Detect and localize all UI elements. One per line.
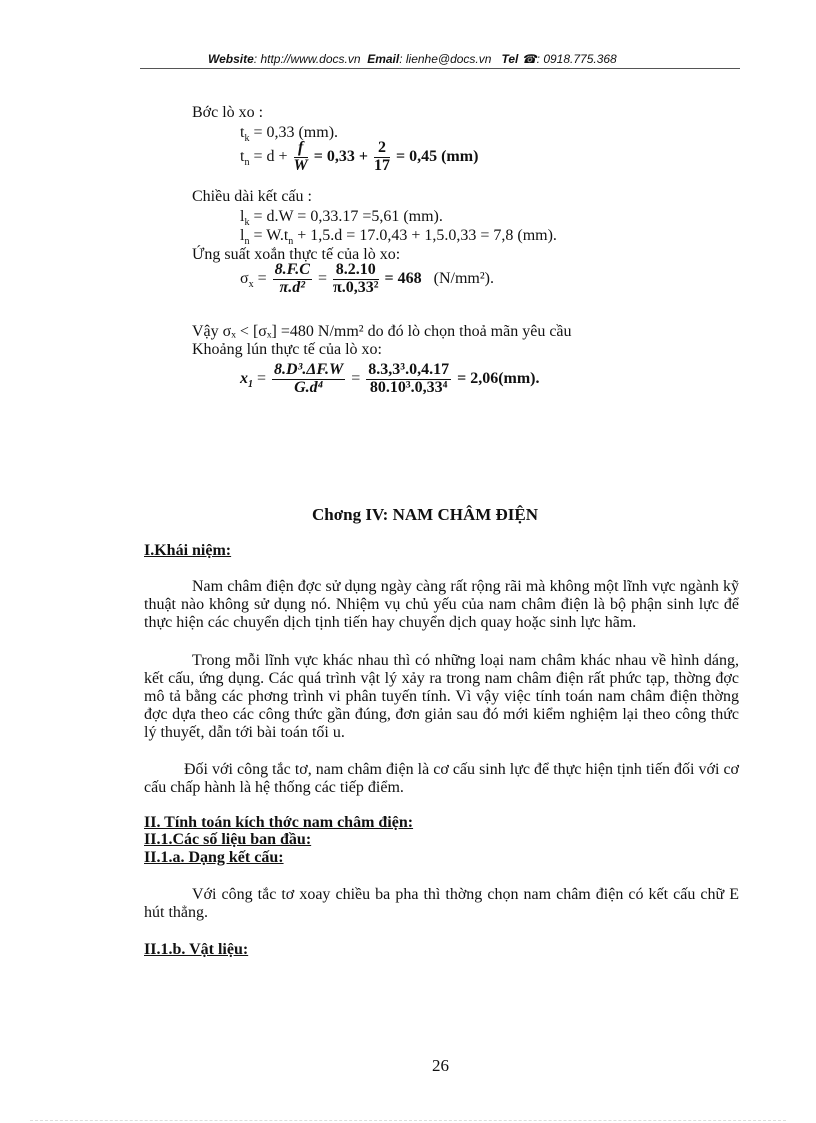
section1-paragraph-3: Đối với công tắc tơ, nam châm điện là cơ cấu sinh lực để thực hiện tịnh tiến đối với cơ cấu chấp hành là hệ thống các tiếp điểm. <box>144 761 739 796</box>
section2-paragraph-1: Với công tắc tơ xoay chiều ba pha thì thờng chọn nam châm điện có kết cấu chữ E hút thẳng. <box>144 886 739 921</box>
section2-sub1a: II.1.a. Dạng kết cấu: <box>144 849 284 866</box>
header-rule <box>140 68 740 69</box>
phone-icon: ☎ <box>521 52 537 66</box>
ln-formula: $l_n = W.t_n + 1,5.d = 17.0,43 + 1,5.0,33 = 7,8$ (mm). <box>240 227 557 248</box>
section1-paragraph-2: Trong mỗi lĩnh vực khác nhau thì có những loại nam châm khác nhau về hình dáng, kết cấu, ứng dụng. Các quá trình vật lý xảy ra trong nam châm điện rất phức tạp, thờng đợc mô tả bằng các phơng trình vi phân tuyến tính. Vì vậy việc tính toán nam châm điện thờng đợc dựa theo các công thức gần đúng, đơn giản sau đó mới kiểm nghiệm lại theo công thức lý thuyết, dẫn tới bài toán tối u. <box>144 652 739 741</box>
email-label: Email <box>367 52 400 66</box>
tel-label: Tel <box>501 52 519 66</box>
deflection-title: Khoảng lún thực tế của lò xo: <box>192 341 382 358</box>
x1-fraction-1: $\frac{\text{8.D³.ΔF.W}}{\text{G.d⁴}}$ <box>274 361 344 396</box>
sigma-fraction-1: $\frac{8.F.C}{\text{π.d²}}$ <box>274 261 310 296</box>
section1-heading: I.Khái niệm: <box>144 542 232 559</box>
tn-fraction-1: $\frac{f}{W}$ <box>293 139 308 174</box>
website-label: Website <box>208 52 254 66</box>
section2-heading: II. Tính toán kích thớc nam châm điện: <box>144 814 414 831</box>
email-value: : lienhe@docs.vn <box>399 52 492 66</box>
page-number: 26 <box>432 1056 449 1075</box>
tel-value: : 0918.775.368 <box>536 52 617 66</box>
stress-title: Ứng suất xoắn thực tế của lò xo: <box>192 246 401 263</box>
x1-fraction-2: $\frac{\text{8.3,3³.0,4.17}}{\text{80.10³.0,33⁴}}$ <box>368 361 450 396</box>
tn-fraction-2: $\frac{2}{17}$ <box>373 139 390 174</box>
website-value: : http://www.docs.vn <box>253 52 361 66</box>
sigma-fraction-2: $\frac{8.2.10}{\text{π.0,33²}}$ <box>332 261 379 296</box>
chapter-title: Chơng IV: NAM CHÂM ĐIỆN <box>312 505 539 524</box>
section2-sub1: II.1.Các số liệu ban đầu: <box>144 831 312 848</box>
tk-formula: $t_k = 0,33$ (mm). <box>240 124 339 145</box>
pitch-title: Bớc lò xo : <box>192 104 264 121</box>
section2-sub1b: II.1.b. Vật liệu: <box>144 941 249 958</box>
page-header <box>208 52 617 66</box>
tn-formula: $t_n = d$ + $\frac{f}{W}$ = 0,33 + $\frac{2}{17}$ = 0,45 (mm) <box>240 139 479 174</box>
lk-formula: $l_k = d.W = 0,33.17 =5,61$ (mm). <box>240 208 443 229</box>
deflection-formula: $x_1$ = $\frac{\text{8.D³.ΔF.W}}{\text{G.d⁴}}$ = $\frac{\text{8.3,3³.0,4.17}}{\text{80.10³.0,33⁴}}$ = 2,06(mm). <box>240 361 540 396</box>
length-title: Chiều dài kết cấu : <box>192 188 312 205</box>
sigma-formula: $\sigma_x$ = $\frac{8.F.C}{\text{π.d²}}$ = $\frac{8.2.10}{\text{π.0,33²}}$ = 468 (N/mm²). <box>240 261 494 296</box>
section1-paragraph-1: Nam châm điện đợc sử dụng ngày càng rất rộng rãi mà không một lĩnh vực ngành kỹ thuật nào không sử dụng nó. Nhiệm vụ chủ yếu của nam châm điện là bộ phận sinh lực để thực hiện các chuyển dịch tịnh tiến hay chuyển dịch quay hoặc sinh lực hãm. <box>144 578 739 631</box>
check-line: Vậy σₓ < [σₓ] =480 N/mm² do đó lò chọn thoả mãn yêu cầu <box>192 323 572 340</box>
bottom-rule <box>30 1120 786 1121</box>
